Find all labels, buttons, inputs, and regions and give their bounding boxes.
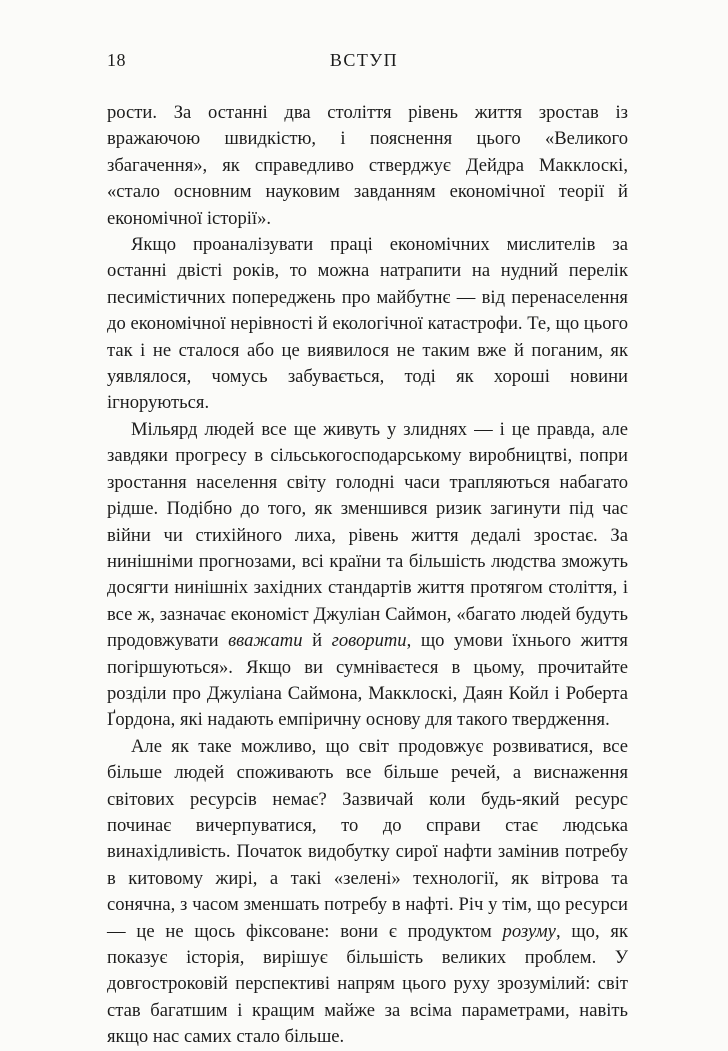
chapter-title: ВСТУП	[329, 50, 399, 70]
body-text	[107, 100, 628, 1051]
text-run: Але як таке можливо, що світ продовжує розвиватися, все більше людей споживають все більше речей, а виснаження світових ресурсів немає? Зазвичай коли будь-який ресурс починає вичерпуватися, то до справи стає людська винахідливість. Початок видобутку сирої нафти замінив потребу в китовому жирі, а такі «зелені» технології, як вітрова та сонячна, з часом зменшать потребу в нафті. Річ у тім, що ресурси — це не щось фіксоване: вони є продуктом	[107, 735, 628, 942]
paragraph	[107, 232, 628, 417]
italic-text: говорити	[331, 630, 407, 652]
italic-text: розуму	[502, 920, 556, 942]
text-run: й	[302, 630, 332, 652]
text-run: , що умови їхнього життя погіршуються». Якщо ви сумніваєтеся в цьому, прочитайте розділи про Джуліана Саймона, Макклоскі, Даян Койл і Роберта Ґордона, які надають емпіричну основу для такого твердження.	[107, 630, 628, 731]
italic-text: вважати	[228, 630, 303, 652]
paragraph	[107, 734, 628, 1051]
paragraph	[107, 417, 628, 734]
paragraph	[107, 100, 628, 232]
page-number: 18	[107, 50, 126, 70]
text-run: , що, як показує історія, вирішує більшість великих проблем. У довгостроковій перспективі напрям цього руху зрозумілий: світ став багатшим і кращим майже за всіма параметрами, навіть якщо нас самих стало більше.	[107, 920, 629, 1048]
text-run: Якщо проаналізувати праці економічних мислителів за останні двісті років, то можна натрапити на нудний перелік песимістичних попереджень про майбутнє — від перенаселення до економічної нерівності й екологічної катастрофи. Те, що цього так і не сталося або це виявилося не таким вже й поганим, як уявлялося, чомусь забувається, тоді як хороші новини ігноруються.	[107, 234, 628, 414]
text-run: рости. За останні два століття рівень життя зростав із вражаючою швидкістю, і пояснення цього «Великого збагачення», як справедливо стверджує Дейдра Макклоскі, «стало основним науковим завданням економічної теорії й економічної історії».	[107, 102, 628, 229]
text-run: Мільярд людей все ще живуть у злиднях — і це правда, але завдяки прогресу в сільськогосподарському виробництві, попри зростання населення світу голодні часи трапляються набагато рідше. Подібно до того, як зменшився ризик загинути під час війни чи стихійного лиха, рівень життя дедалі зростає. За нинішніми прогнозами, всі країни та більшість людства зможуть досягти нинiшніх західних стандартів життя протягом століття, і все ж, зазначає економіст Джуліан Саймон, «багато людей будуть продовжувати	[107, 418, 628, 652]
